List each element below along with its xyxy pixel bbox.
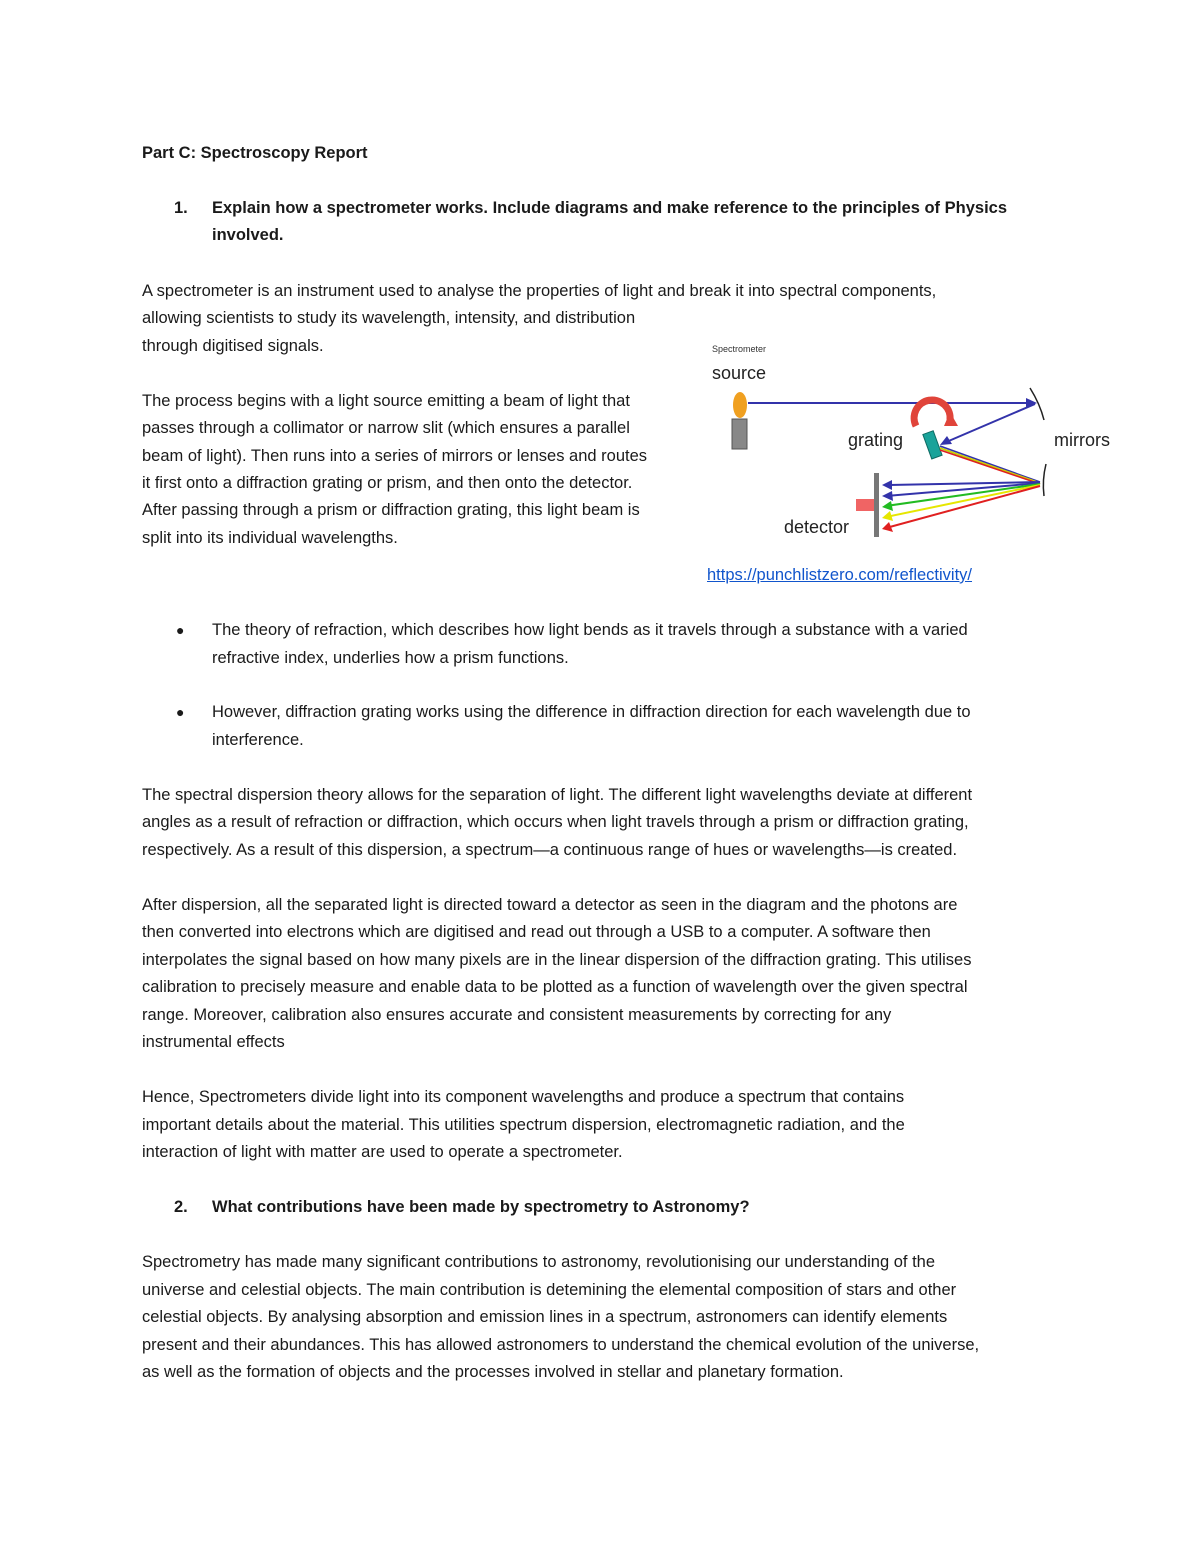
- paragraph-line: respectively. As a result of this dispersion, a spectrum—a continuous range of hues or wavelengths—is created.: [142, 841, 958, 859]
- question-number: 2.: [174, 1198, 188, 1216]
- paragraph-line: After passing through a prism or diffraction grating, this light beam is: [142, 501, 640, 519]
- paragraph-line: passes through a collimator or narrow slit (which ensures a parallel: [142, 419, 630, 437]
- question-text-line: What contributions have been made by spectrometry to Astronomy?: [212, 1198, 750, 1216]
- paragraph-line: split into its individual wavelengths.: [142, 529, 398, 547]
- paragraph-line: universe and celestial objects. The main contribution is detemining the elemental composition of stars and other: [142, 1281, 957, 1299]
- grating-label: grating: [848, 430, 904, 450]
- paragraph-line: A spectrometer is an instrument used to analyse the properties of light and break it into spectral components,: [142, 282, 937, 300]
- paragraph-line: instrumental effects: [142, 1033, 285, 1051]
- question-number: 1.: [174, 199, 188, 217]
- mirrors-label: mirrors: [1054, 430, 1110, 450]
- paragraph-line: range. Moreover, calibration also ensures accurate and consistent measurements by correcting for any: [142, 1006, 892, 1024]
- paragraph-line: angles as a result of refraction or diffraction, which occurs when light travels through a prism or diffraction grating,: [142, 813, 969, 831]
- paragraph-line: calibration to precisely measure and enable data to be plotted as a function of wavelength over the given spectral: [142, 978, 968, 996]
- paragraph-line: allowing scientists to study its wavelength, intensity, and distribution: [142, 309, 636, 327]
- bullet-text-line: interference.: [212, 731, 304, 749]
- grating-icon: [923, 431, 942, 459]
- detector-label: detector: [784, 517, 850, 537]
- question-text-line: involved.: [212, 226, 284, 244]
- paragraph-line: beam of light). Then runs into a series of mirrors or lenses and routes: [142, 447, 648, 465]
- reflected-rays: [882, 480, 1040, 532]
- source-link[interactable]: https://punchlistzero.com/reflectivity/: [707, 566, 973, 584]
- light-source-icon: [732, 392, 747, 449]
- paragraph-line: The process begins with a light source emitting a beam of light that: [142, 392, 630, 410]
- bottom-mirror: [1043, 464, 1046, 496]
- bullet-icon: ●: [176, 704, 185, 720]
- paragraph-line: as well as the formation of objects and the processes involved in stellar and planetary formation.: [142, 1363, 844, 1381]
- paragraph-line: it first onto a diffraction grating or prism, and then onto the detector.: [142, 474, 633, 492]
- paragraph-line: through digitised signals.: [142, 337, 324, 355]
- dispersed-rays: [940, 446, 1040, 484]
- paragraph-line: celestial objects. By analysing absorption and emission lines in a spectrum, astronomers can identify elements: [142, 1308, 948, 1326]
- bullet-icon: ●: [176, 622, 185, 638]
- bullet-text-line: However, diffraction grating works using the difference in diffraction direction for each wavelength due to: [212, 703, 971, 721]
- diagram-title: Spectrometer: [712, 344, 767, 354]
- paragraph-line: interpolates the signal based on how many pixels are in the linear dispersion of the diffraction grating. This utilises: [142, 951, 972, 969]
- spectrometer-diagram: [700, 340, 1130, 550]
- paragraph-line: The spectral dispersion theory allows for the separation of light. The different light wavelengths deviate at different: [142, 786, 973, 804]
- paragraph-line: then converted into electrons which are digitised and read out through a USB to a computer. A software then: [142, 923, 931, 941]
- paragraph-line: interaction of light with matter are used to operate a spectrometer.: [142, 1143, 623, 1161]
- bullet-text-line: The theory of refraction, which describes how light bends as it travels through a substance with a varied: [212, 621, 968, 639]
- paragraph-line: important details about the material. This utilities spectrum dispersion, electromagnetic radiation, and the: [142, 1116, 905, 1134]
- paragraph-line: Spectrometry has made many significant contributions to astronomy, revolutionising our understanding of the: [142, 1253, 936, 1271]
- paragraph-line: present and their abundances. This has allowed astronomers to understand the chemical evolution of the universe,: [142, 1336, 980, 1354]
- source-label: source: [712, 363, 767, 383]
- paragraph-line: After dispersion, all the separated light is directed toward a detector as seen in the diagram and the photons are: [142, 896, 958, 914]
- report-title: Part C: Spectroscopy Report: [142, 144, 368, 162]
- paragraph-line: Hence, Spectrometers divide light into its component wavelengths and produce a spectrum that contains: [142, 1088, 905, 1106]
- question-text-line: Explain how a spectrometer works. Include diagrams and make reference to the principles of Physics: [212, 199, 1008, 217]
- bullet-text-line: refractive index, underlies how a prism functions.: [212, 649, 569, 667]
- detector-icon: [856, 473, 879, 537]
